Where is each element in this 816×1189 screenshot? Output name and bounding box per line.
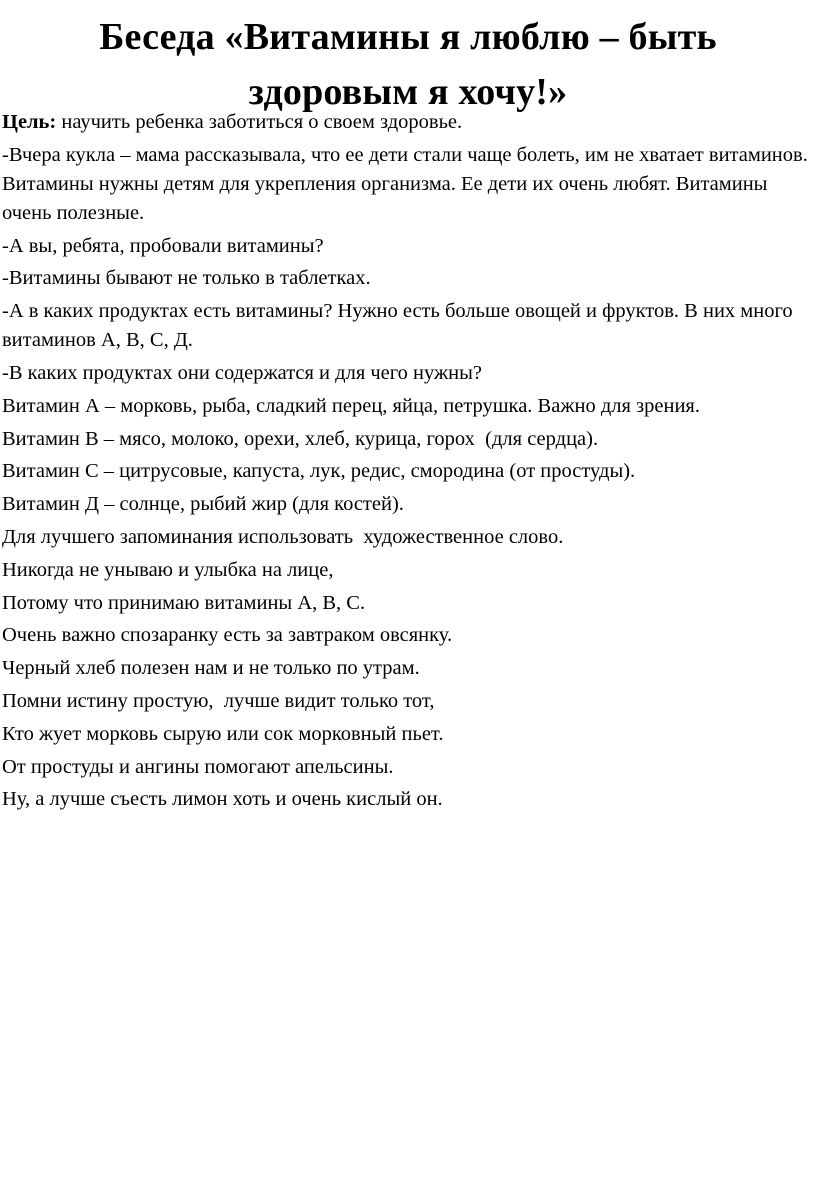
poem-line: Никогда не унываю и улыбка на лице, — [2, 558, 334, 581]
page-title — [0, 0, 816, 120]
paragraph: Витамин С – цитрусовые, капуста, лук, редис, смородина (от простуды). — [2, 460, 636, 483]
paragraph: -Витамины бывают не только в таблетках. — [2, 267, 371, 290]
poem-line: Потому что принимаю витамины А, В, С. — [2, 591, 366, 614]
paragraph: -Вчера кукла – мама рассказывала, что ее дети стали чаще болеть, им не хватает витаминов. Витамины нужны детям для укрепления организма. Ее дети их очень любят. Витамины очень полезные. — [2, 143, 813, 224]
paragraph: Для лучшего запоминания использовать художественное слово. — [2, 525, 564, 548]
poem-line: От простуды и ангины помогают апельсины. — [2, 755, 394, 778]
goal-label: Цель: — [2, 111, 57, 133]
document-body — [2, 108, 814, 818]
paragraph: Витамин В – мясо, молоко, орехи, хлеб, курица, горох (для сердца). — [2, 427, 599, 450]
poem-line: Очень важно спозаранку есть за завтраком овсянку. — [2, 624, 453, 647]
poem-line: Черный хлеб полезен нам и не только по утрам. — [2, 657, 420, 680]
paragraph: Витамин Д – солнце, рыбий жир (для костей). — [2, 493, 404, 516]
poem-line: Кто жует морковь сырую или сок морковный пьет. — [2, 722, 444, 745]
title-line-1: Беседа «Витамины я люблю – быть — [99, 16, 717, 58]
paragraph: -А в каких продуктах есть витамины? Нужно есть больше овощей и фруктов. В них много витаминов А, В, С, Д. — [2, 300, 798, 352]
paragraph: -В каких продуктах они содержатся и для чего нужны? — [2, 361, 483, 384]
title-line-2: здоровым я хочу!» — [248, 71, 568, 113]
poem-line: Помни истину простую, лучше видит только тот, — [2, 689, 435, 712]
goal-text: научить ребенка заботиться о своем здоровье. — [56, 111, 463, 133]
paragraph: -А вы, ребята, пробовали витамины? — [2, 234, 324, 257]
paragraph: Витамин А – морковь, рыба, сладкий перец, яйца, петрушка. Важно для зрения. — [2, 394, 700, 417]
goal-paragraph — [2, 108, 814, 137]
poem-line: Ну, а лучше съесть лимон хоть и очень кислый он. — [2, 788, 443, 811]
